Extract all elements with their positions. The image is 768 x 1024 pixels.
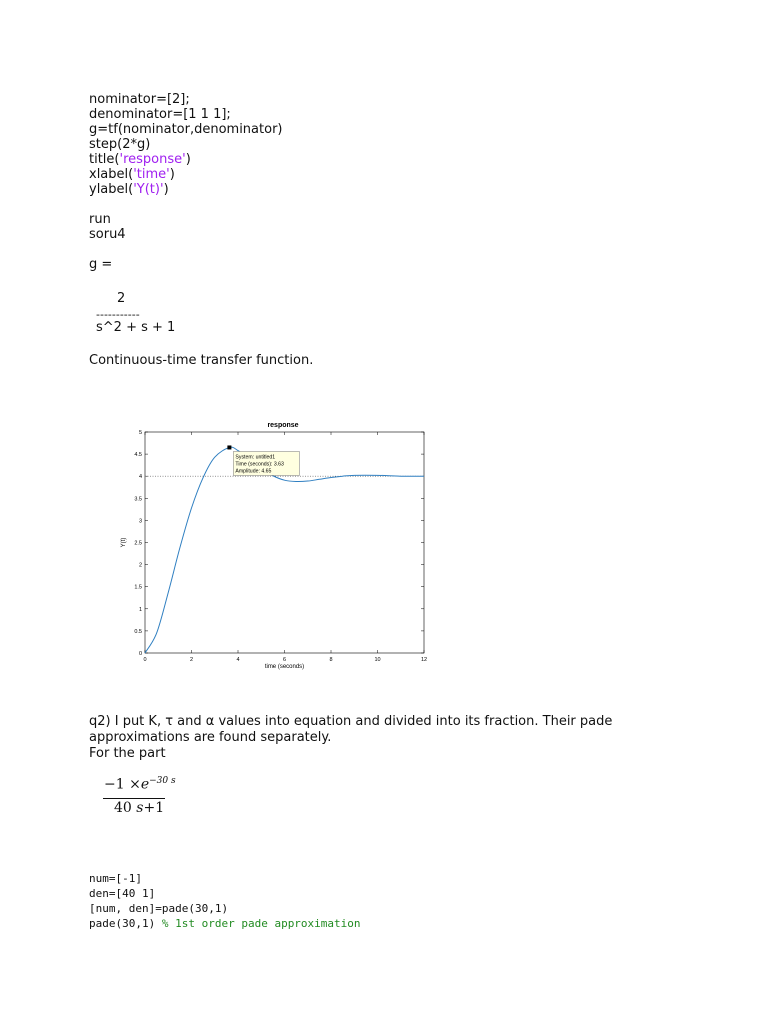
code-comment: % 1st order pade approximation — [161, 917, 361, 930]
code-string: 'Y(t)' — [133, 182, 164, 197]
code-line — [89, 152, 282, 167]
code-line: g=tf(nominator,denominator) — [89, 122, 283, 137]
x-tick-label: 4 — [236, 657, 240, 663]
eq-den-coef: 40 — [114, 800, 132, 816]
x-tick-label: 6 — [282, 657, 287, 663]
q2-section — [89, 714, 649, 762]
g-label: g = — [89, 257, 113, 272]
step-response-plot — [110, 415, 440, 675]
tf-numerator: 2 — [117, 291, 126, 306]
q2-paragraph: q2) I put K, τ and α values into equation and divided into its fraction. Their pade approximations are found separately. — [89, 714, 613, 745]
code-text: ) — [185, 152, 191, 167]
code-text: ) — [169, 167, 175, 182]
y-tick-label: 0.5 — [134, 628, 142, 635]
x-tick-label: 8 — [329, 657, 333, 663]
code-line — [89, 916, 361, 931]
y-tick-label: 0 — [138, 651, 142, 657]
datatip-line: System: untitled1 — [235, 454, 276, 461]
y-axis-label: Y(t) — [121, 537, 127, 548]
code-text: pade(30,1) — [89, 917, 162, 930]
y-tick-label: 3 — [138, 518, 142, 525]
y-tick-label: 5 — [138, 430, 142, 436]
code-block — [89, 92, 282, 197]
x-tick-label: 12 — [420, 657, 428, 663]
tf-fraction-bar: ----------- — [96, 308, 140, 321]
y-tick-label: 1 — [138, 606, 142, 613]
y-tick-label: 2 — [138, 562, 142, 569]
equation-denominator — [114, 800, 164, 816]
code-line: denominator=[1 1 1]; — [89, 107, 231, 122]
code-text: xlabel( — [89, 167, 134, 182]
code-line: step(2*g) — [89, 137, 151, 152]
command-output — [89, 212, 126, 272]
datatip-line: Time (seconds): 3.63 — [235, 461, 284, 468]
code-string: 'response' — [119, 152, 186, 167]
code-string: 'time' — [133, 167, 170, 182]
x-tick-label: 10 — [374, 657, 381, 663]
y-tick-label: 4.5 — [134, 452, 142, 459]
code-line: num=[-1] — [89, 872, 142, 885]
run-command: run — [89, 212, 111, 227]
code-text: title( — [89, 152, 120, 167]
code-line — [89, 167, 282, 182]
datatip[interactable] — [233, 451, 299, 475]
datatip-line: Amplitude: 4.65 — [235, 468, 272, 475]
x-axis-label: time (seconds) — [264, 664, 305, 670]
code-text: ) — [163, 182, 169, 197]
eq-base: e — [140, 776, 150, 793]
script-name: soru4 — [89, 227, 126, 242]
code-line: nominator=[2]; — [89, 92, 190, 107]
pade-code-block — [89, 871, 361, 931]
x-tick-label: 2 — [189, 657, 194, 663]
code-line: den=[40 1] — [89, 887, 156, 900]
y-tick-label: 3.5 — [134, 496, 142, 503]
y-tick-label: 1.5 — [134, 584, 142, 591]
code-line — [89, 182, 282, 197]
equation-fraction-bar — [103, 798, 165, 799]
x-tick-label: 0 — [143, 657, 147, 663]
tf-caption: Continuous-time transfer function. — [89, 353, 314, 368]
code-text: ylabel( — [89, 182, 134, 197]
datatip-marker[interactable] — [227, 445, 231, 449]
for-the-part: For the part — [89, 746, 166, 761]
plot-title: response — [267, 422, 299, 429]
equation-numerator — [104, 776, 176, 793]
eq-coef: −1 × — [104, 776, 141, 793]
y-tick-label: 4 — [138, 474, 142, 481]
tf-denominator: s^2 + s + 1 — [96, 320, 176, 335]
code-line: [num, den]=pade(30,1) — [89, 902, 229, 915]
y-tick-label: 2.5 — [134, 540, 142, 547]
eq-den-var: s — [136, 800, 144, 816]
eq-den-rest: +1 — [143, 800, 165, 816]
eq-exponent: −30 s — [149, 776, 176, 786]
